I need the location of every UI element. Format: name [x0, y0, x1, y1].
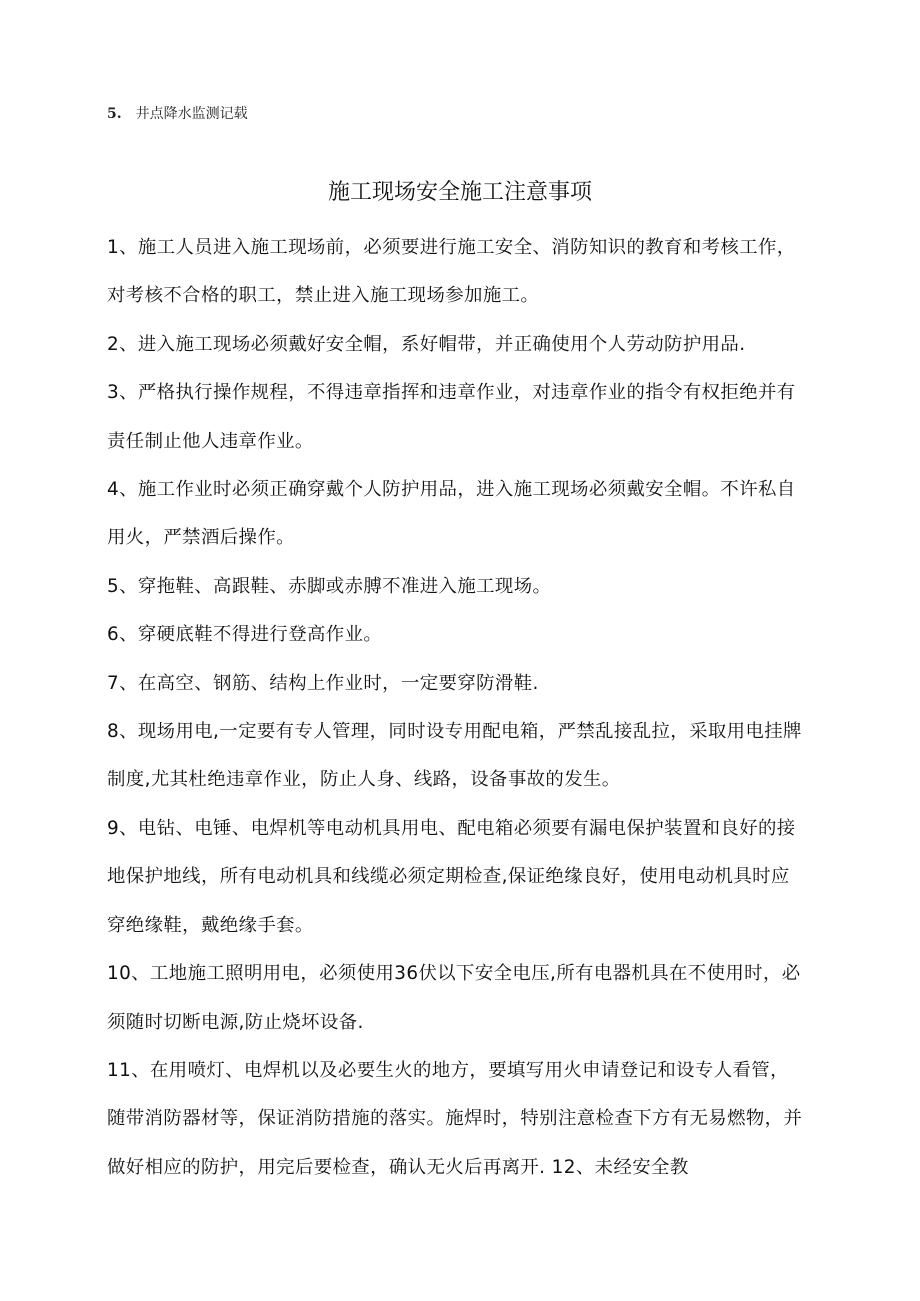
- safety-item-10: 10、工地施工照明用电，必须使用36伏以下安全电压,所有电器机具在不使用时，必须随时切断电源,防止烧坏设备.: [107, 963, 801, 1033]
- document-title: 施工现场安全施工注意事项: [327, 180, 592, 205]
- safety-item-1: 1、施工人员进入施工现场前，必须要进行施工安全、消防知识的教育和考核工作，对考核不合格的职工，禁止进入施工现场参加施工。: [107, 237, 796, 307]
- safety-item-6: 6、穿硬底鞋不得进行登高作业。: [107, 624, 383, 646]
- section-label: 井点降水监测记载: [135, 106, 248, 122]
- safety-item-5: 5、穿拖鞋、高跟鞋、赤脚或赤膊不准进入施工现场。: [107, 575, 552, 597]
- safety-item-2: 2、进入施工现场必须戴好安全帽，系好帽带，并正确使用个人劳动防护用品.: [107, 333, 746, 355]
- section-number: 5.: [107, 106, 122, 122]
- safety-item-9: 9、电钻、电锤、电焊机等电动机具用电、配电箱必须要有漏电保护装置和良好的接地保护地线，所有电动机具和线缆必须定期检查,保证绝缘良好，使用电动机具时应穿绝缘鞋，戴绝缘手套。: [107, 817, 796, 936]
- safety-item-8: 8、现场用电,一定要有专人管理，同时设专用配电箱，严禁乱接乱拉，采取用电挂牌制度,尤其杜绝违章作业，防止人身、线路，设备事故的发生。: [107, 721, 802, 791]
- safety-item-3: 3、严格执行操作规程，不得违章指挥和违章作业，对违章作业的指令有权拒绝并有责任制止他人违章作业。: [107, 382, 796, 452]
- safety-item-11: 11、在用喷灯、电焊机以及必要生火的地方，要填写用火申请登记和设专人看管，随带消防器材等，保证消防措施的落实。施焊时，特别注意检查下方有无易燃物，并做好相应的防护，用完后要检查，确认无火后再离开. 12、未经安全教: [107, 1059, 803, 1178]
- section-heading: [107, 104, 248, 124]
- safety-item-4: 4、施工作业时必须正确穿戴个人防护用品，进入施工现场必须戴安全帽。不许私自用火，严禁酒后操作。: [107, 479, 796, 549]
- safety-items-list: [107, 224, 807, 1192]
- safety-item-7: 7、在高空、钢筋、结构上作业时，一定要穿防滑鞋.: [107, 672, 539, 694]
